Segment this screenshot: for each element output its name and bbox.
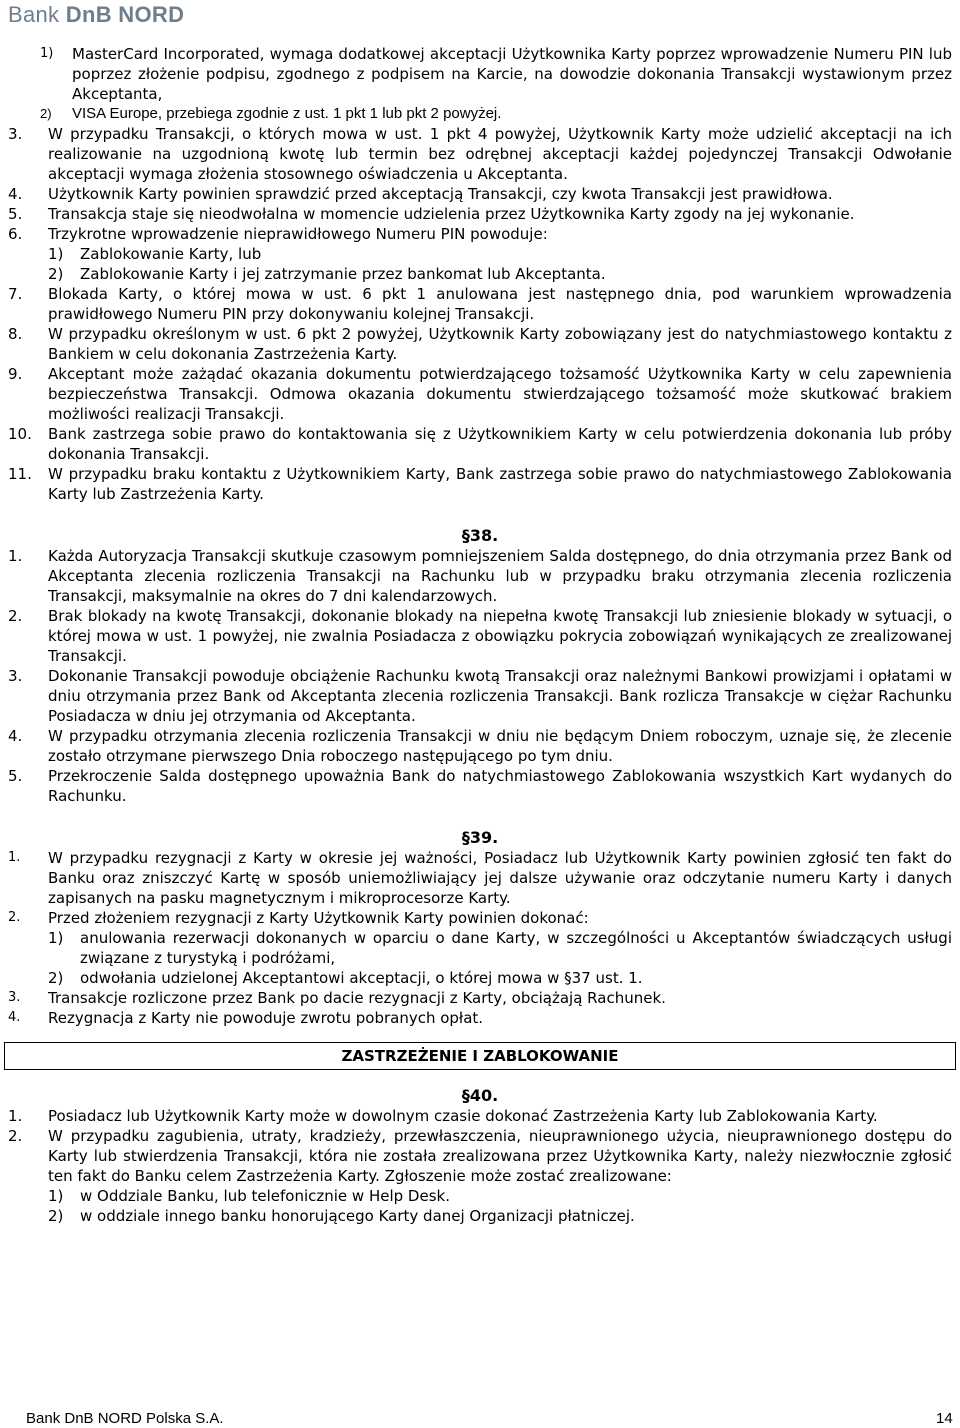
list-item: 1) anulowania rezerwacji dokonanych w oparciu o dane Karty, w szczególności u Akceptantów świadczących usługi związane z turystyką i podróżami, <box>48 929 952 967</box>
page-number: 14 <box>936 1410 953 1427</box>
list-item: 2) odwołania udzielonej Akceptantowi akceptacji, o której mowa w §37 ust. 1. <box>48 969 643 987</box>
paragraph: 2. W przypadku zagubienia, utraty, kradzieży, przewłaszczenia, nieuprawnionego użycia, nieuprawnionego dostępu do Karty lub stwierdzenia Transakcji, która nie została zrealizowana przez Użytkownika Karty, należy niezwłocznie zgłosić ten fakt do Banku celem Zastrzeżenia Karty. Zgłoszenie może zostać zrealizowane: <box>8 1127 952 1185</box>
paragraph: 3. Transakcje rozliczone przez Bank po dacie rezygnacji z Karty, obciążają Rachunek. <box>8 989 666 1007</box>
section-title: §39. <box>461 828 499 847</box>
paragraph: 9. Akceptant może zażądać okazania dokumentu potwierdzającego tożsamość Użytkownika Karty w celu zapewnienia bezpieczeństwa Transakcji. Odmowa okazania dokumentu stwierdzającego tożsamość może skutkować brakiem możliwości realizacji Transakcji. <box>8 365 952 423</box>
list-item: 1) w Oddziale Banku, lub telefonicznie w Help Desk. <box>48 1187 450 1205</box>
paragraph: 4. W przypadku otrzymania zlecenia rozliczenia Transakcji w dniu nie będącym Dniem roboczym, uznaje się, że zlecenie zostało otrzymane pierwszego Dnia roboczego następującego po tym dniu. <box>8 727 952 765</box>
section-title: §38. <box>461 526 499 545</box>
paragraph: 11. W przypadku braku kontaktu z Użytkownikiem Karty, Bank zastrzega sobie prawo do natychmiastowego Zablokowania Karty lub Zastrzeżenia Karty. <box>8 465 952 503</box>
list-item: 2) VISA Europe, przebiega zgodnie z ust. 1 pkt 1 lub pkt 2 powyżej. <box>40 105 502 122</box>
paragraph: 1. W przypadku rezygnacji z Karty w okresie jej ważności, Posiadacz lub Użytkownik Karty powinien zgłosić ten fakt do Banku oraz zniszczyć Kartę w sposób uniemożliwiający jej dalsze używanie oraz odczytanie numeru Karty i danych zapisanych na pasku magnetycznym i mikroprocesorze Karty. <box>8 849 952 907</box>
list-item: 2) Zablokowanie Karty i jej zatrzymanie przez bankomat lub Akceptanta. <box>48 265 606 283</box>
paragraph: 5. Transakcja staje się nieodwołalna w momencie udzielenia przez Użytkownika Karty zgody na jej wykonanie. <box>8 205 855 223</box>
paragraph: 6. Trzykrotne wprowadzenie nieprawidłowego Numeru PIN powoduje: <box>8 225 548 243</box>
paragraph: 4. Użytkownik Karty powinien sprawdzić przed akceptacją Transakcji, czy kwota Transakcji jest prawidłowa. <box>8 185 833 203</box>
paragraph: 2. Przed złożeniem rezygnacji z Karty Użytkownik Karty powinien dokonać: <box>8 909 589 927</box>
paragraph: 7. Blokada Karty, o której mowa w ust. 6 pkt 1 anulowana jest następnego dnia, pod warunkiem wprowadzenia prawidłowego Numeru PIN przy dokonywaniu kolejnej Transakcji. <box>8 285 952 323</box>
bank-logo: Bank DnB NORD <box>8 2 185 27</box>
paragraph: 1. Posiadacz lub Użytkownik Karty może w dowolnym czasie dokonać Zastrzeżenia Karty lub Zablokowania Karty. <box>8 1107 878 1125</box>
chapter-title: ZASTRZEŻENIE I ZABLOKOWANIE <box>341 1047 619 1065</box>
paragraph: 8. W przypadku określonym w ust. 6 pkt 2 powyżej, Użytkownik Karty zobowiązany jest do natychmiastowego kontaktu z Bankiem w celu dokonania Zastrzeżenia Karty. <box>8 325 952 363</box>
paragraph: 10. Bank zastrzega sobie prawo do kontaktowania się z Użytkownikiem Karty w celu potwierdzenia dokonania lub próby dokonania Transakcji. <box>8 425 952 463</box>
paragraph: 3. Dokonanie Transakcji powoduje obciążenie Rachunku kwotą Transakcji oraz należnymi Bankowi prowizjami i opłatami w dniu otrzymania przez Bank od Akceptanta zlecenia rozliczenia Transakcji. Bank rozlicza Transakcje w ciężar Rachunku Posiadacza w dniu jej otrzymania od Akceptanta. <box>8 667 952 725</box>
paragraph: 4. Rezygnacja z Karty nie powoduje zwrotu pobranych opłat. <box>8 1009 484 1027</box>
footer-company: Bank DnB NORD Polska S.A. <box>26 1410 224 1427</box>
document-body <box>8 44 952 1226</box>
list-item: 1) Zablokowanie Karty, lub <box>48 245 262 263</box>
list-item: 1) MasterCard Incorporated, wymaga dodatkowej akceptacji Użytkownika Karty poprzez wprowadzenie Numeru PIN lub poprzez złożenie podpisu, zgodnego z podpisem na Karcie, na dowodzie dokonania Transakcji wystawionym przez Akceptanta, <box>40 45 952 103</box>
chapter-heading-box <box>4 1042 956 1070</box>
paragraph: 2. Brak blokady na kwotę Transakcji, dokonanie blokady na niepełna kwotę Transakcji lub zniesienie blokady w sytuacji, o której mowa w ust. 1 powyżej, nie zwalnia Posiadacza z obowiązku pokrycia zobowiązań wynikających ze zrealizowanej Transakcji. <box>8 607 952 665</box>
list-item: 2) w oddziale innego banku honorującego Karty danej Organizacji płatniczej. <box>48 1207 635 1225</box>
paragraph: 5. Przekroczenie Salda dostępnego upoważnia Bank do natychmiastowego Zablokowania wszystkich Kart wydanych do Rachunku. <box>8 767 952 805</box>
section-title: §40. <box>461 1086 499 1105</box>
paragraph: 1. Każda Autoryzacja Transakcji skutkuje czasowym pomniejszeniem Salda dostępnego, do dnia otrzymania przez Bank od Akceptanta zlecenia rozliczenia Transakcji na Rachunku lub w przypadku braku otrzymania zlecenia rozliczenia Transakcji, maksymalnie na okres do 7 dni kalendarzowych. <box>8 547 952 605</box>
paragraph: 3. W przypadku Transakcji, o których mowa w ust. 1 pkt 4 powyżej, Użytkownik Karty może udzielić akceptacji na ich realizowanie na uzgodnioną kwotę lub termin bez odrębnej akceptacji każdej pojedynczej Transakcji Odwołanie akceptacji wymaga złożenia stosownego oświadczenia u Akceptanta. <box>8 125 952 183</box>
